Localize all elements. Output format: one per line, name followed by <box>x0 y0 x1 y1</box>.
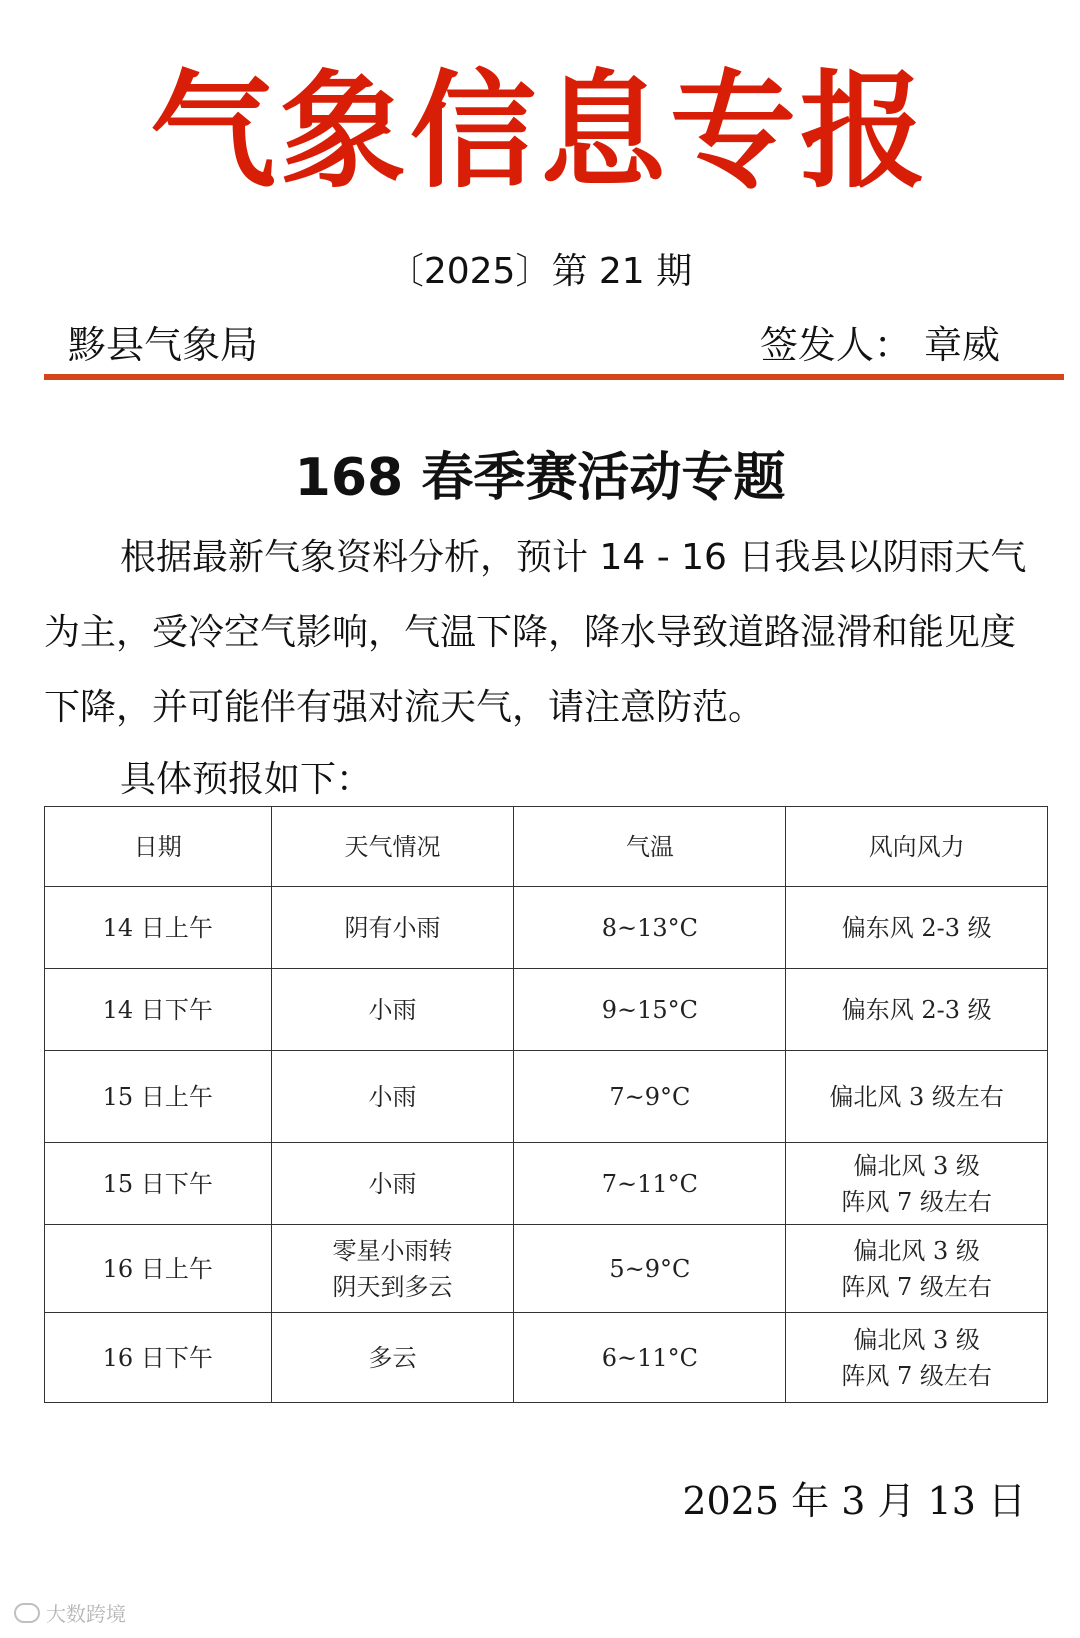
cell-date: 14 日下午 <box>45 969 272 1051</box>
table-row <box>45 969 1048 1051</box>
cell-weather: 多云 <box>271 1313 514 1403</box>
table-row <box>45 1313 1048 1403</box>
document-title: 168 春季赛活动专题 <box>294 448 786 508</box>
wind-line-1: 偏北风 3 级 <box>853 1325 980 1354</box>
cell-date: 14 日上午 <box>45 887 272 969</box>
header-temperature: 气温 <box>514 807 786 887</box>
cell-wind: 偏东风 2-3 级 <box>786 969 1048 1051</box>
issuing-department: 黟县气象局 <box>68 323 259 367</box>
weather-line-1: 零星小雨转 <box>332 1236 453 1265</box>
cell-weather: 小雨 <box>271 969 514 1051</box>
cell-weather: 小雨 <box>271 1143 514 1225</box>
cell-date: 15 日下午 <box>45 1143 272 1225</box>
cell-wind: 偏北风 3 级左右 <box>786 1051 1048 1143</box>
header-wind: 风向风力 <box>786 807 1048 887</box>
table-row <box>45 1225 1048 1313</box>
cell-date: 16 日上午 <box>45 1225 272 1313</box>
table-intro: 具体预报如下： <box>120 759 373 800</box>
header-date: 日期 <box>45 807 272 887</box>
table-row <box>45 1051 1048 1143</box>
cell-wind: 偏东风 2-3 级 <box>786 887 1048 969</box>
cell-date: 15 日上午 <box>45 1051 272 1143</box>
forecast-table <box>44 806 1048 1403</box>
weather-line-2: 阴天到多云 <box>332 1272 453 1301</box>
wind-line-2: 阵风 7 级左右 <box>841 1272 992 1301</box>
cell-weather <box>271 1225 514 1313</box>
header-weather: 天气情况 <box>271 807 514 887</box>
cell-temperature: 6~11°C <box>514 1313 786 1403</box>
cell-wind <box>786 1225 1048 1313</box>
header-divider <box>44 374 1064 380</box>
cell-date: 16 日下午 <box>45 1313 272 1403</box>
wind-line-1: 偏北风 3 级 <box>853 1236 980 1265</box>
cell-weather: 阴有小雨 <box>271 887 514 969</box>
issue-number: 〔2025〕第 21 期 <box>387 251 693 292</box>
wind-line-2: 阵风 7 级左右 <box>841 1187 992 1216</box>
table-row <box>45 1143 1048 1225</box>
table-row <box>45 887 1048 969</box>
cell-temperature: 7~11°C <box>514 1143 786 1225</box>
cell-wind <box>786 1143 1048 1225</box>
cell-temperature: 8~13°C <box>514 887 786 969</box>
watermark-text: 大数跨境 <box>46 1602 126 1626</box>
watermark <box>14 1598 126 1627</box>
signer: 签发人： 章威 <box>759 323 1000 367</box>
cell-temperature: 9~15°C <box>514 969 786 1051</box>
body-paragraph: 根据最新气象资料分析，预计 14 - 16 日我县以阴雨天气为主，受冷空气影响，气温下降，降水导致道路湿滑和能见度下降，并可能伴有强对流天气，请注意防范。 <box>44 537 1027 728</box>
wind-line-1: 偏北风 3 级 <box>853 1151 980 1180</box>
cell-weather: 小雨 <box>271 1051 514 1143</box>
table-header-row <box>45 807 1048 887</box>
issue-date: 2025 年 3 月 13 日 <box>682 1479 1026 1523</box>
cell-temperature: 7~9°C <box>514 1051 786 1143</box>
watermark-logo-icon <box>14 1603 40 1623</box>
cell-temperature: 5~9°C <box>514 1225 786 1313</box>
cell-wind <box>786 1313 1048 1403</box>
masthead-title: 气象信息专报 <box>150 58 930 205</box>
wind-line-2: 阵风 7 级左右 <box>841 1361 992 1390</box>
